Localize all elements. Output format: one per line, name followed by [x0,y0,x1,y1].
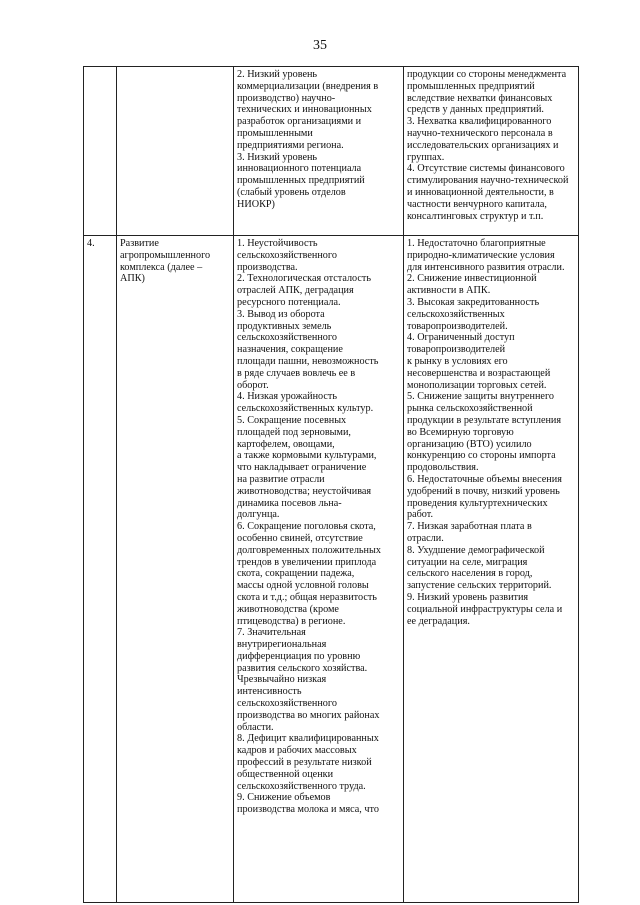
cell-text-line: сельскохозяйственных [407,308,505,320]
cell-text-line: ресурсного потенциала. [237,296,341,308]
cell-text-line: стимулирования научно-технической [407,175,569,187]
cell-text-line: сельскохозяйственных культур. [237,403,374,415]
cell-text-line: сельскохозяйственного труда. [237,780,366,792]
cell-text-line: 5. Сокращение посевных [237,414,347,426]
cell-text-line: 6. Сокращение поголовья скота, [237,521,376,533]
cell-text-line: площади пашни, невозможность [237,355,379,367]
cell-text-line: технических и инновационных [237,104,372,116]
cell-text-line: назначения, сокращение [237,344,343,356]
cell-text-line: оборот. [237,379,269,391]
cell-text-line: картофелем, овощами, [237,438,335,450]
cell-text-line: 1. Неустойчивость [237,238,318,249]
cell-text-line: ситуации на селе, миграция [407,556,528,568]
cell-text-line: птицеводства) в регионе. [237,615,346,627]
cell-text-line: Чрезвычайно низкая [237,674,327,686]
cell-text-line: области. [237,721,274,733]
cell-text-line: 2. Низкий уровень [237,69,318,80]
table-row [84,236,579,903]
cell-text-line: 8. Ухудшение демографической [407,544,545,556]
cell-text-line: сельскохозяйственного [237,249,337,261]
row-number-cell [84,67,117,236]
cell-text-line: во Всемирную торговую [407,426,514,438]
cell-text-line: продуктивных земель [237,320,332,332]
cell-text-line: 5. Снижение защиты внутреннего [407,391,554,403]
cell-text-line: а также кормовыми культурами, [237,450,377,462]
cell-text-line: 4. Низкая урожайность [237,391,338,403]
cell-text-line: товаропроизводителей. [407,320,508,332]
factors-cell [404,67,579,236]
factors-cell [404,236,579,903]
cell-text-line: сельскохозяйственного [237,332,337,344]
cell-text-line: интенсивность [237,686,302,698]
cell-text-line: внутрирегиональная [237,639,327,651]
page-number: 35 [313,38,327,53]
cell-text-line: 2. Технологическая отсталость [237,273,371,285]
cell-text-line: отраслей АПК, деградация [237,285,354,297]
cell-text-line: агропромышленного [120,249,211,261]
cell-text-line: 8. Дефицит квалифицированных [237,733,379,745]
problems-cell [234,67,404,236]
cell-text-line: исследовательских организациях и [407,139,559,151]
cell-text-line: рынка сельскохозяйственной [407,403,533,415]
cell-text-line: комплекса (далее – [120,261,203,273]
cell-text-line: массы одной условной головы [237,580,369,592]
cell-text-line: развития сельского хозяйства. [237,662,368,674]
cell-text-line: коммерциализации (внедрения в [237,80,379,92]
cell-text-line: НИОКР) [237,198,275,210]
cell-text-line: научно-технического персонала в [407,127,553,139]
cell-text-line: 4. Отсутствие системы финансового [407,163,565,175]
cell-text-line: природно-климатические условия [407,249,555,261]
row-number-cell: 4. [84,236,117,903]
direction-name-cell [117,236,234,903]
cell-text-line: 1. Недостаточно благоприятные [407,238,546,249]
cell-text-line: трендов в увеличении приплода [237,556,377,568]
cell-text-line: для интенсивного развития отрасли. [407,261,565,273]
cell-text-line: работ. [407,509,433,521]
cell-text-line: в ряде случаев вовлечь ее в [237,367,356,379]
cell-text-line: долгунца. [237,509,280,521]
cell-text-line: 9. Низкий уровень развития [407,591,529,603]
cell-text-line: вследствие нехватки финансовых [407,92,553,104]
cell-text-line: промышленными [237,127,313,139]
cell-text-line: социальной инфраструктуры села и [407,603,563,615]
cell-text-line: что накладывает ограничение [237,462,367,474]
cell-text-line: производство) научно- [237,92,336,104]
cell-text-line: животноводства; неустойчивая [237,485,372,497]
cell-text-line: группах. [407,151,445,163]
cell-text-line: продукции в результате вступления [407,414,562,426]
cell-text-line: 6. Недостаточные объемы внесения [407,473,562,485]
cell-text-line: общественной оценки [237,768,334,780]
cell-text-line: 3. Низкий уровень [237,151,318,163]
cell-text-line: площадей под зерновыми, [237,426,351,438]
cell-text-line: предприятиями региона. [237,139,344,151]
cell-text-line: монополизации торговых сетей. [407,379,547,391]
cell-text-line: промышленных предприятий [237,175,365,187]
cell-text-line: профессий в результате низкой [237,757,372,769]
cell-text-line: 3. Высокая закредитованность [407,296,540,308]
cell-text-line: товаропроизводителей [407,344,506,356]
cell-text-line: особенно свиней, отсутствие [237,532,363,544]
cell-text-line: конкуренцию со стороны импорта [407,450,556,462]
table-row [84,67,579,236]
direction-name-cell [117,67,234,236]
cell-text-line: активности в АПК. [407,285,491,297]
document-table [83,66,579,903]
cell-text-line: производства молока и мяса, что [237,804,379,816]
cell-text-line: 7. Значительная [237,627,306,639]
cell-text-line: 2. Снижение инвестиционной [407,273,537,285]
cell-text-line: проведения культуртехнических [407,497,548,509]
cell-text-line: промышленных предприятий [407,80,535,92]
cell-text-line: удобрений в почву, низкий уровень [407,485,560,497]
cell-text-line: организацию (ВТО) усилило [407,438,532,450]
cell-text-line: продовольствия. [407,462,479,474]
cell-text-line: продукции со стороны менеджмента [407,69,567,80]
cell-text-line: дифференциация по уровню [237,650,361,662]
cell-text-line: 7. Низкая заработная плата в [407,521,532,533]
cell-text-line: Развитие [120,238,159,249]
cell-text-line: разработок организациями и [237,116,362,128]
cell-text-line: скота, сокращении падежа, [237,568,355,580]
problems-cell [234,236,404,903]
cell-text-line: к рынку в условиях его [407,355,508,367]
cell-text-line: производства во многих районах [237,709,380,721]
cell-text-line: несовершенства и возрастающей [407,367,551,379]
cell-text-line: (слабый уровень отделов [237,186,346,198]
cell-text-line: 9. Снижение объемов [237,792,331,804]
cell-text-line: долговременных положительных [237,544,381,556]
cell-text-line: животноводства (кроме [237,603,339,615]
cell-text-line: 3. Вывод из оборота [237,308,325,320]
cell-text-line: отрасли. [407,532,444,544]
cell-text-line: на развитие отрасли [237,473,325,485]
cell-text-line: запустение сельских территорий. [407,580,552,592]
cell-text-line: кадров и рабочих массовых [237,745,357,757]
cell-text-line: инновационного потенциала [237,163,362,175]
cell-text-line: сельскохозяйственного [237,698,337,710]
cell-text-line: 4. Ограниченный доступ [407,332,515,344]
cell-text-line: частности венчурного капитала, [407,198,547,210]
cell-text-line: АПК) [120,273,145,285]
cell-text-line: производства. [237,261,298,273]
cell-text-line: ее деградация. [407,615,470,627]
cell-text-line: скота и т.д.; общая неразвитость [237,591,377,603]
cell-text-line: динамика посевов льна- [237,497,342,509]
cell-text-line: сельского населения в город, [407,568,533,580]
cell-text-line: средств у данных предприятий. [407,104,544,116]
cell-text-line: и инновационной деятельности, в [407,186,554,198]
cell-text-line: 3. Нехватка квалифицированного [407,116,552,128]
cell-text-line: консалтинговых структур и т.п. [407,210,544,222]
